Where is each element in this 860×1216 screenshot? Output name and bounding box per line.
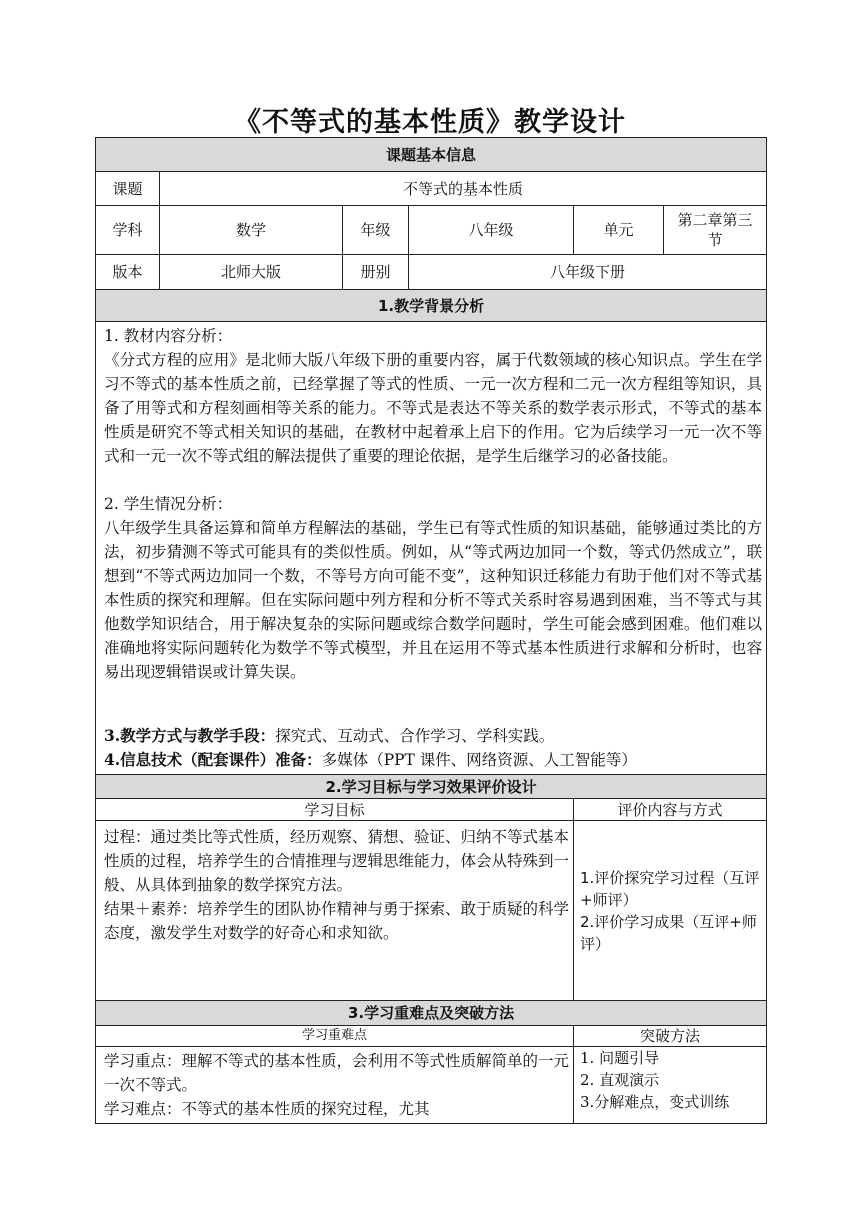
teaching-method-value: 探究式、互动式、合作学习、学科实践。	[275, 727, 555, 745]
student-analysis-title: 2. 学生情况分析：	[104, 495, 233, 513]
section-header-background: 1.教学背景分析	[96, 290, 767, 322]
method-column-header: 突破方法	[574, 1026, 767, 1047]
edition-label: 版本	[96, 255, 160, 290]
student-analysis-text: 八年级学生具备运算和简单方程解法的基础，学生已有等式性质的知识基础，能够通过类比的方法，初步猜测不等式可能具有的类似性质。例如，从“等式两边加同一个数，等式仍然成立”，联想到“不等式两边加同一个数，不等号方向可能不变”，这种知识迁移能力有助于他们对不等式基本性质的探究和理解。但在实际问题中列方程和分析不等式关系时容易遇到困难，当不等式与其他数学知识结合，用于解决复杂的实际问题或综合数学问题时，学生可能会感到困难。他们难以准确地将实际问题转化为数学不等式模型，并且在运用不等式基本性质进行求解和分析时，也容易出现逻辑错误或计算失误。	[104, 519, 763, 681]
eval-column-header: 评价内容与方式	[574, 799, 767, 821]
lesson-plan-table	[95, 137, 767, 1124]
eval-content-cell	[574, 821, 767, 1001]
method-item: 1. 问题引导	[580, 1049, 660, 1067]
key-points-cell	[96, 1047, 574, 1124]
section-header-basic-info: 课题基本信息	[96, 138, 767, 172]
goal-process-text: 过程：通过类比等式性质，经历观察、猜想、验证、归纳不等式基本性质的过程，培养学生的合情推理与逻辑思维能力，体会从特殊到一般、从具体到抽象的数学探究方法。	[104, 828, 570, 894]
difficulty-text: 学习难点：不等式的基本性质的探究过程，尤其	[104, 1100, 430, 1118]
background-analysis-cell	[96, 322, 767, 775]
tech-prep-line	[104, 748, 762, 772]
goal-result-text: 结果＋素养：培养学生的团队协作精神与勇于探索、敢于质疑的科学态度，激发学生对数学的好奇心和求知欲。	[104, 900, 570, 942]
topic-label: 课题	[96, 172, 160, 206]
material-analysis-title: 1. 教材内容分析：	[104, 327, 233, 345]
section-header-goals: 2.学习目标与学习效果评价设计	[96, 775, 767, 799]
key-column-header: 学习重难点	[96, 1026, 574, 1047]
material-analysis-text: 《分式方程的应用》是北师大版八年级下册的重要内容，属于代数领域的核心知识点。学生在学习不等式的基本性质之前，已经掌握了等式的性质、一元一次方程和二元一次方程组等知识，具备了用等式和方程刻画相等关系的能力。不等式是表达不等关系的数学表示形式，不等式的基本性质是研究不等式相关知识的基础，在教材中起着承上启下的作用。它为后续学习一元一次不等式和一元一次不等式组的解法提供了重要的理论依据，是学生后继学习的必备技能。	[104, 351, 763, 465]
document-title: 《不等式的基本性质》教学设计	[234, 107, 626, 138]
unit-value: 第二章第三节	[664, 206, 767, 255]
section-header-key-points: 3.学习重难点及突破方法	[96, 1001, 767, 1026]
subject-value: 数学	[160, 206, 343, 255]
subject-label: 学科	[96, 206, 160, 255]
eval-item: 2.评价学习成果（互评+师评）	[580, 912, 757, 953]
teaching-method-label: 3.教学方式与教学手段：	[104, 726, 276, 745]
goal-column-header: 学习目标	[96, 799, 574, 821]
tech-prep-label: 4.信息技术（配套课件）准备：	[104, 750, 322, 769]
key-point-text: 学习重点：理解不等式的基本性质，会利用不等式性质解简单的一元一次不等式。	[104, 1052, 570, 1094]
grade-label: 年级	[343, 206, 409, 255]
method-item: 2. 直观演示	[580, 1071, 660, 1089]
teaching-method-line	[104, 724, 762, 748]
edition-value: 北师大版	[160, 255, 343, 290]
grade-value: 八年级	[409, 206, 574, 255]
eval-item: 1.评价探究学习过程（互评+师评）	[580, 868, 760, 909]
method-item: 3.分解难点，变式训练	[580, 1093, 730, 1111]
unit-label: 单元	[574, 206, 664, 255]
topic-value: 不等式的基本性质	[160, 172, 767, 206]
methods-cell	[574, 1047, 767, 1124]
goal-content-cell	[96, 821, 574, 1001]
tech-prep-value: 多媒体（PPT 课件、网络资源、人工智能等）	[321, 751, 637, 769]
volume-label: 册别	[343, 255, 409, 290]
volume-value: 八年级下册	[409, 255, 767, 290]
